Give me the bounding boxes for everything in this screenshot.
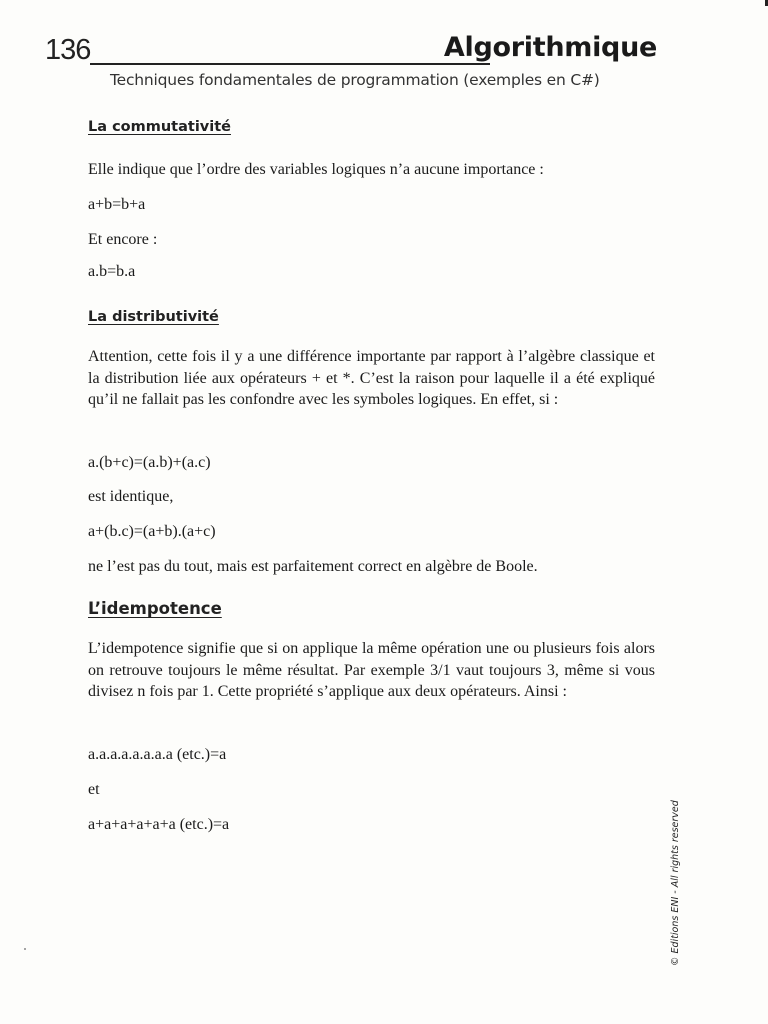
idempotence-intro: L’idempotence signifie que si on applique la même opération une ou plusieurs fois alors on retrouve toujours le même résultat. Par exemple 3/1 vaut toujours 3, même si vous divisez n fois par 1. Cette propriété s’applique aux deux opérateurs. Ainsi : <box>88 640 655 700</box>
copyright-notice: © Editions ENI - All rights reserved <box>670 800 681 966</box>
distributivity-conclusion: ne l’est pas du tout, mais est parfaitement correct en algèbre de Boole. <box>88 558 538 575</box>
book-subtitle: Techniques fondamentales de programmation (exemples en C#) <box>110 71 600 89</box>
heading-idempotence: L’idempotence <box>88 599 222 618</box>
section-heading-distributivity <box>88 308 219 326</box>
commutativity-intro: Elle indique que l’ordre des variables logiques n’a aucune importance : <box>88 161 544 178</box>
scan-speck <box>24 948 26 950</box>
idempotence-formula-sum: a+a+a+a+a+a (etc.)=a <box>88 816 230 833</box>
distributivity-formula-2: a+(b.c)=(a+b).(a+c) <box>88 523 216 540</box>
distributivity-intro: Attention, cette fois il y a une différence importante par rapport à l’algèbre classique et la distribution liée aux opérateurs + et *. C’est la raison pour laquelle il a été expliqué qu’il ne fallait pas les confondre avec les symboles logiques. En effet, si : <box>88 348 655 408</box>
idempotence-connector: et <box>88 781 100 798</box>
commutativity-formula-product: a.b=b.a <box>88 263 136 280</box>
commutativity-connector: Et encore : <box>88 231 158 248</box>
header-rule <box>90 63 490 65</box>
distributivity-formula-1: a.(b+c)=(a.b)+(a.c) <box>88 454 211 471</box>
section-heading-commutativity <box>88 118 231 136</box>
section-heading-idempotence <box>88 599 222 619</box>
distributivity-connector: est identique, <box>88 488 174 505</box>
page-number: 136 <box>45 34 91 66</box>
heading-commutativity: La commutativité <box>88 119 231 135</box>
idempotence-formula-product: a.a.a.a.a.a.a.a (etc.)=a <box>88 746 227 763</box>
book-title: Algorithmique <box>443 32 657 63</box>
commutativity-formula-sum: a+b=b+a <box>88 196 146 213</box>
heading-distributivity: La distributivité <box>88 309 219 325</box>
page-header <box>45 28 657 72</box>
